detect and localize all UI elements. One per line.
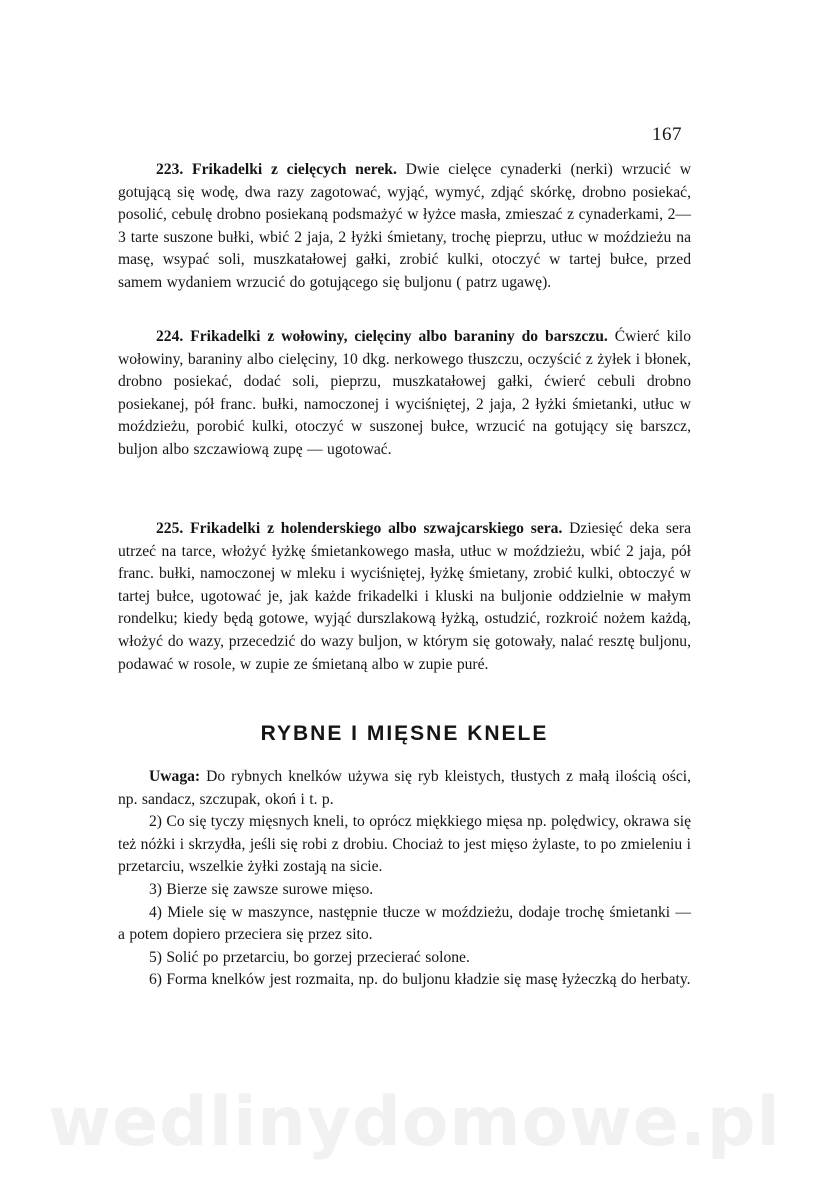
page-number: 167: [652, 124, 682, 145]
note-paragraph: [118, 766, 691, 811]
recipe-223: [118, 159, 691, 295]
note-item: 3) Bierze się zawsze surowe mięso.: [149, 880, 374, 898]
recipe-body: Dwie cielęce cynaderki (nerki) wrzucić w gotującą się wodę, dwa razy zagotować, wyjąć, wymyć, zdjąć skórkę, drobno posiekać, posolić, cebulę drobno posiekaną podsmażyć w łyżce masła, zmieszać z cynaderkami, 2—3 tarte suszone bułki, wbić 2 jaja, 2 łyżki śmietany, trochę pieprzu, utłuc w moździeżu na masę, wsypać soli, muszkatałowej gałki, zrobić kulki, otoczyć w tartej bułce, przed samem wydaniem wrzucić do gotującego się buljonu ( patrz ugawę).: [118, 161, 691, 291]
note-text: Do rybnych knelków używa się ryb kleistych, tłustych z małą ilością ości, np. sandacz, szczupak, okoń i t. p.: [118, 768, 691, 808]
recipe-title: 223. Frikadelki z cielęcych nerek.: [156, 161, 397, 178]
watermark: wedlinydomowe.pl: [48, 1083, 781, 1162]
note-label: Uwaga:: [149, 768, 201, 785]
note-item: 4) Miele się w maszynce, następnie tłucze w moździeżu, dodaje trochę śmietanki — a potem dopiero przeciera się przez sito.: [118, 903, 691, 944]
recipe-body: Dziesięć deka sera utrzeć na tarce, włożyć łyżkę śmietankowego masła, utłuc w moździeżu, wbić 2 jaja, pół franc. bułki, namoczonej w mleku i wyciśniętej, łyżkę śmietany, zrobić kulki, obtoczyć w tartej bułce, ugotować je, jak każde frikadelki i kluski na buljonie oddzielnie w małym rondelku; kiedy będą gotowe, wyjąć durszlakową łyżką, ostudzić, rozkroić nożem każdą, włożyć do wazy, przecedzić do wazy buljon, w którym się gotowały, nalać resztę buljonu, podawać w rosole, w zupie ze śmietaną albo w zupie puré.: [118, 520, 691, 673]
recipe-225: [118, 518, 691, 676]
recipe-title: 225. Frikadelki z holenderskiego albo szwajcarskiego sera.: [156, 520, 563, 537]
note-item: 2) Co się tyczy mięsnych kneli, to oprócz miękkiego mięsa np. polędwicy, okrawa się też nóżki i skrzydła, jeśli się robi z drobiu. Chociaż to jest mięso żylaste, to po zmieleniu i przetarciu, wszelkie żyłki zostają na sicie.: [118, 813, 691, 876]
section-notes: [118, 766, 691, 992]
section-heading: RYBNE I MIĘSNE KNELE: [260, 722, 549, 745]
recipe-title: 224. Frikadelki z wołowiny, cielęciny albo baraniny do barszczu.: [156, 328, 608, 345]
note-item: 5) Solić po przetarciu, bo gorzej przecierać solone.: [149, 948, 470, 966]
recipe-224: [118, 326, 691, 462]
recipe-body: Ćwierć kilo wołowiny, baraniny albo cielęciny, 10 dkg. nerkowego tłuszczu, oczyścić z żyłek i błonek, drobno posiekać, dodać soli, pieprzu, muszkatałowej gałki, ćwierć cebuli drobno posiekanej, pół franc. bułki, namoczonej i wyciśniętej, 2 jaja, 2 łyżki śmietanki, utłuc w moździeżu, porobić kulki, otoczyć w suszonej bułce, wrzucić na gotujący się barszcz, buljon albo szczawiową zupę — ugotować.: [118, 328, 692, 458]
note-item: 6) Forma knelków jest rozmaita, np. do buljonu kładzie się masę łyżeczką do herbaty.: [149, 971, 691, 989]
